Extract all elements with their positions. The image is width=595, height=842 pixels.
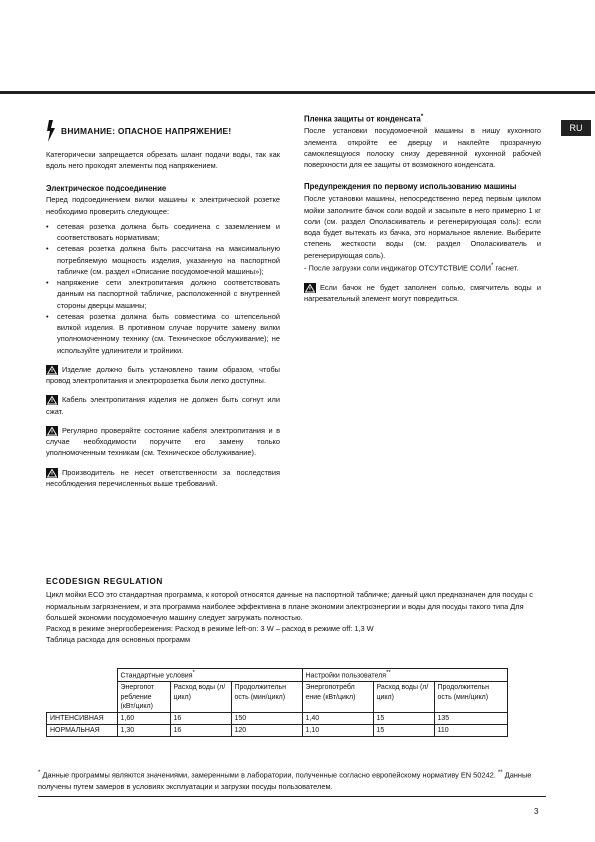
power-consumption-text: Расход в режиме энергосбережения: Расход в режиме left-on: 3 W – расход в режиме off: 1,3 W	[46, 624, 374, 634]
ecodesign-section	[46, 576, 544, 646]
column-header: Энергопотребл ение (кВт/цикл)	[302, 682, 373, 712]
table-cell: 15	[373, 724, 434, 736]
salt-text: - После загрузки соли индикатор ОТСУТСТВИЕ СОЛИ	[304, 263, 492, 273]
note-text: Производитель не несет ответственности за последствия несоблюдения перечисленных выше требований.	[46, 467, 280, 488]
column-header: Энергопот ребление (кВт/цикл)	[117, 682, 170, 712]
warning-icon	[46, 365, 58, 375]
footnote-mark: *	[38, 769, 41, 776]
safety-note	[46, 425, 280, 459]
table-cell: 1,40	[302, 712, 373, 724]
left-column	[46, 120, 280, 489]
safety-note	[46, 364, 280, 387]
first-use-heading: Предупреждения по первому использованию машины	[304, 182, 517, 192]
heading-text: Пленка защиты от конденсата	[304, 114, 421, 124]
page-number: 3	[534, 807, 539, 816]
column-header: Продолжительн ость (мин/цикл)	[434, 682, 507, 712]
footnote-mark: *	[491, 261, 494, 269]
top-rule	[0, 91, 595, 94]
table-cell: 1,60	[117, 712, 170, 724]
note-text: Если бачок не будет заполнен солью, смягчитель воды и нагревательный элемент могут повредиться.	[304, 282, 541, 303]
condensation-film-text: После установки посудомоечной машины в нишу кухонного элемента откройте ее дверцу и наклейте прозрачную самоклеящуюся полоску снизу деревянной кухонной рабочей поверхности для ее защиты от возможного конденсата.	[304, 126, 541, 170]
warning-icon	[46, 468, 58, 478]
safety-note	[46, 467, 280, 490]
warning-icon	[46, 395, 58, 405]
warning-icon	[304, 283, 316, 293]
column-header: Продолжительн ость (мин/цикл)	[231, 682, 302, 712]
footnote-mark: **	[497, 769, 503, 776]
footnote-mark: *	[420, 113, 424, 120]
table-header-row	[47, 682, 508, 712]
table-cell: 1,30	[117, 724, 170, 736]
first-use-text: После установки машины, непосредственно перед первым циклом мойки заполните бачок соли водой и засыпьте в него примерно 1 кг соли (см. раздел Ополаскиватель и регенерирующая соль): если вода будет вытекать из бачка, это нормальное явление. Выберите степень жесткости воды (см. раздел Ополаскиватель и регенерирующая соль).	[304, 194, 541, 260]
electrical-intro: Перед подсоединением вилки машины к электрической розетке необходимо проверить следующее:	[46, 195, 280, 216]
group-standard: Стандартные условия*	[117, 669, 302, 682]
table-caption: Таблица расхода для основных программ	[46, 635, 191, 645]
consumption-table	[46, 668, 508, 737]
list-item: • сетевая розетка должна быть рассчитана на максимальную потребляемую мощность изделия, указанную на паспортной табличке (см. раздел «Описание посудомоечной машины»);	[46, 243, 280, 277]
program-name: ИНТЕНСИВНАЯ	[47, 712, 118, 724]
note-text: Изделие должно быть установлено таким образом, чтобы провод электропитания и электророзетка были легко доступны.	[46, 364, 280, 386]
column-header: Расход воды (л/цикл)	[373, 682, 434, 712]
list-item: • напряжение сети электропитания должно соответствовать данным на паспортной табличке, расположенной с внутренней стороны дверцы машины;	[46, 277, 280, 311]
group-user: Настройки пользователя**	[302, 669, 507, 682]
salt-note	[304, 282, 541, 305]
table-cell: 16	[170, 712, 231, 724]
ecodesign-text: Цикл мойки ECO это стандартная программа, к которой относятся данные на паспортной табличке; данный цикл предназначен для посуды с нормальным загрязнением, и эта программа наиболее эффективна в плане экономии электроэнергии и воды для посуды такого типа Для большей экономии посудомоечную машину следует загружать полностью.	[46, 590, 534, 622]
danger-heading	[46, 120, 280, 142]
ecodesign-title: ECODESIGN REGULATION	[46, 577, 163, 586]
note-text: Кабель электропитания изделия не должен быть согнут или сжат.	[46, 395, 280, 416]
lightning-icon	[46, 120, 56, 142]
program-name: НОРМАЛЬНАЯ	[47, 724, 118, 736]
column-header: Расход воды (л/цикл)	[170, 682, 231, 712]
language-tab: RU	[561, 120, 591, 136]
table-cell: 110	[434, 724, 507, 736]
table-group-row	[47, 669, 508, 682]
safety-note	[46, 394, 280, 417]
condensation-film-heading	[304, 112, 541, 125]
table-row	[47, 712, 508, 724]
electrical-checklist	[46, 221, 280, 356]
table-cell: 1,10	[302, 724, 373, 736]
table-cell: 15	[373, 712, 434, 724]
bottom-rule	[38, 796, 546, 797]
electrical-heading: Электрическое подсоединение	[46, 183, 167, 193]
warning-icon	[46, 426, 58, 436]
table-row	[47, 724, 508, 736]
table-cell: 120	[231, 724, 302, 736]
table-cell: 150	[231, 712, 302, 724]
table-cell: 16	[170, 724, 231, 736]
footnote-text: Данные программы являются значениями, замеренными в лаборатории, полученные согласно европейскому нормативу EN 50242.	[40, 770, 498, 780]
salt-indicator-text	[304, 261, 541, 274]
danger-text: Категорически запрещается обрезать шланг подачи воды, так как вдоль него проходят элементы под напряжением.	[46, 150, 280, 171]
table-cell: 135	[434, 712, 507, 724]
footnote-text: Данные получены путем замеров в условиях эксплуатации и загрузки посуды пользователем.	[38, 770, 532, 791]
salt-text-end: гаснет.	[495, 263, 519, 273]
note-text: Регулярно проверяйте состояние кабеля электропитания и в случае необходимости поручите его замену только уполномоченным техникам (см. Техническое обслуживание).	[46, 425, 280, 458]
list-item: • сетевая розетка должна быть совместима со штепсельной вилкой изделия. В противном случае поручите замену вилки уполномоченному технику (см. Техническое обслуживание); не используйте удлинители и тройники.	[46, 311, 280, 356]
danger-title: ВНИМАНИЕ: ОПАСНОЕ НАПРЯЖЕНИЕ!	[61, 125, 232, 136]
list-item: • сетевая розетка должна быть соединена с заземлением и соответствовать нормативам;	[46, 221, 280, 244]
right-column	[304, 112, 541, 304]
footnotes	[38, 768, 546, 792]
